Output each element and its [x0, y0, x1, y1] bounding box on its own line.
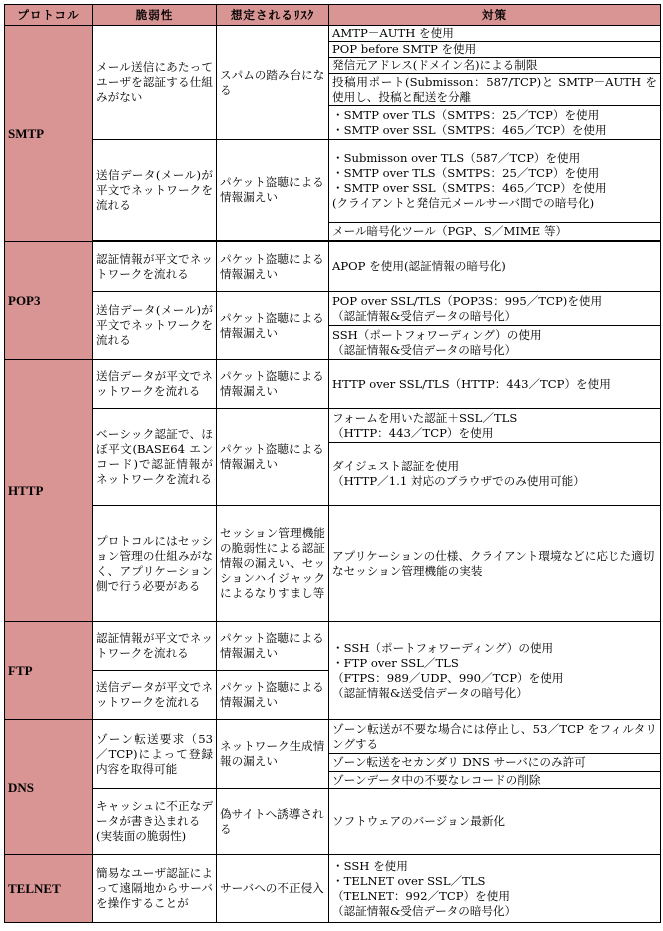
- ftp-vulnerability-1: 認証情報が平文でネットワークを流れる: [93, 622, 217, 671]
- http-risk-2: パケット盗聴による情報漏えい: [217, 409, 329, 506]
- pop3-countermeasure-2: [329, 292, 661, 326]
- pop3-countermeasure-3: [329, 326, 661, 360]
- smtp-c6-line-b: ・SMTP over TLS（SMTPS：25／TCP）を使用: [332, 166, 600, 180]
- pop3-risk-1: パケット盗聴による情報漏えい: [217, 242, 329, 292]
- smtp-c6-line-d: (クライアントと発信元メールサーバ間での暗号化): [332, 196, 595, 210]
- pop3-vulnerability-2: 送信データ(メール)が平文でネットワークを流れる: [93, 292, 217, 360]
- ftp-c-line-1: ・SSH（ポートフォワーディング）の使用: [332, 640, 554, 655]
- header-risk: 想定されるﾘｽｸ: [217, 5, 329, 26]
- telnet-c-line-2: ・TELNET over SSL／TLS: [332, 873, 486, 888]
- smtp-countermeasure-6: [329, 140, 661, 223]
- http-countermeasure-1: HTTP over SSL/TLS（HTTP：443／TCP）を使用: [329, 360, 661, 409]
- http-countermeasure-4: アプリケーションの仕様、クライアント環境などに応じた適切なセッション管理機能の実装: [329, 506, 661, 622]
- header-protocol: プロトコル: [5, 5, 93, 26]
- smtp-vulnerability-1: メール送信にあたってユーザを認証する仕組みがない: [93, 26, 217, 140]
- http-c3-line-b: （HTTP／1.1 対応のブラウザでのみ使用可能）: [332, 474, 585, 488]
- smtp-risk-2: パケット盗聴による情報漏えい: [217, 140, 329, 241]
- protocol-dns: DNS: [5, 720, 93, 855]
- telnet-vulnerability-1: 簡易なユーザ認証によって遠隔地からサーバを操作することが: [93, 855, 217, 923]
- telnet-c-line-4: （認証情報&受信データの暗号化）: [332, 903, 517, 918]
- protocol-ftp: FTP: [5, 622, 93, 720]
- ftp-risk-1: パケット盗聴による情報漏えい: [217, 622, 329, 671]
- http-risk-1: パケット盗聴による情報漏えい: [217, 360, 329, 409]
- pop3-c2-line-b: （認証情報&受信データの暗号化）: [332, 308, 517, 323]
- protocol-telnet: TELNET: [5, 855, 93, 923]
- smtp-risk-1: スパムの踏み台になる: [217, 26, 329, 140]
- smtp-countermeasure-1: AMTP－AUTH を使用: [329, 26, 661, 42]
- smtp-countermeasure-4: 投稿用ポート(Submisson：587/TCP)と SMTP－AUTH を使用し、投稿と配送を分離: [329, 74, 661, 106]
- http-countermeasure-2: [329, 409, 661, 443]
- dns-vulnerability-2: [93, 789, 217, 855]
- header-row: [5, 5, 661, 26]
- smtp-c6-line-c: ・SMTP over SSL（SMTPS：465／TCP）を使用: [332, 181, 607, 195]
- protocol-smtp: SMTP: [5, 26, 93, 242]
- smtp-vulnerability-2: 送信データ(メール)が平文でネットワークを流れる: [93, 140, 217, 241]
- http-countermeasure-3: [329, 443, 661, 506]
- dns-countermeasure-4: ソフトウェアのバージョン最新化: [329, 789, 661, 855]
- telnet-risk-1: サーバへの不正侵入: [217, 855, 329, 923]
- dns-risk-2: 偽サイトへ誘導される: [217, 789, 329, 855]
- header-vulnerability: 脆弱性: [93, 5, 217, 26]
- http-risk-3: セッション管理機能の脆弱性による認証情報の漏えい、セッションハイジャックによるなりすまし等: [217, 506, 329, 622]
- ftp-risk-2: パケット盗聴による情報漏えい: [217, 671, 329, 720]
- pop3-vulnerability-1: 認証情報が平文でネットワークを流れる: [93, 242, 217, 292]
- pop3-c3-line-b: （認証情報&受信データの暗号化）: [332, 342, 517, 357]
- dns-risk-1: ネットワーク生成情報の漏えい: [217, 720, 329, 789]
- smtp-countermeasure-3: 発信元アドレス(ドメイン名)による制限: [329, 58, 661, 74]
- smtp-c5-line-b: ・SMTP over SSL（SMTPS：465／TCP）を使用: [332, 122, 607, 137]
- smtp-c6-line-a: ・Submisson over TLS（587／TCP）を使用: [332, 151, 581, 165]
- pop3-risk-2: パケット盗聴による情報漏えい: [217, 292, 329, 360]
- dns-countermeasure-1: ゾーン転送が不要な場合には停止し、53／TCP をフィルタリングする: [329, 720, 661, 754]
- pop3-c3-line-a: SSH（ポートフォワーディング）の使用: [332, 327, 542, 342]
- ftp-c-line-2: ・FTP over SSL／TLS: [332, 655, 459, 670]
- http-c2-line-b: （HTTP：443／TCP）を使用: [332, 425, 494, 440]
- http-vulnerability-3: プロトコルにはセッション管理の仕組みがなく、アプリケーション側で行う必要がある: [93, 506, 217, 622]
- dns-v2-note: (実装面の脆弱性): [96, 829, 187, 843]
- dns-countermeasure-3: ゾーンデータ中の不要なレコードの削除: [329, 772, 661, 789]
- dns-v2-main: キャッシュに不正なデータが書き込まれる: [96, 799, 213, 828]
- ftp-c-line-3: （FTPS：989／UDP、990／TCP）を使用: [332, 670, 564, 685]
- dns-vulnerability-1: ゾーン転送要求（53／TCP)によって登録内容を取得可能: [93, 720, 217, 789]
- http-c3-line-a: ダイジェスト認証を使用: [332, 459, 460, 473]
- pop3-c2-line-a: POP over SSL/TLS（POP3S：995／TCP)を使用: [332, 293, 603, 308]
- telnet-c-line-3: （TELNET：992／TCP）を使用: [332, 888, 510, 903]
- smtp-countermeasure-5: [329, 106, 661, 140]
- protocol-http: HTTP: [5, 360, 93, 622]
- security-table: [4, 4, 661, 923]
- header-countermeasure: 対策: [329, 5, 661, 26]
- smtp-countermeasure-2: POP before SMTP を使用: [329, 42, 661, 58]
- http-c2-line-a: フォームを用いた認証＋SSL／TLS: [332, 410, 518, 425]
- protocol-pop3: POP3: [5, 242, 93, 360]
- pop3-countermeasure-1: APOP を使用(認証情報の暗号化): [329, 242, 661, 292]
- http-vulnerability-1: 送信データが平文でネットワークを流れる: [93, 360, 217, 409]
- ftp-vulnerability-2: 送信データが平文でネットワークを流れる: [93, 671, 217, 720]
- telnet-c-line-1: ・SSH を使用: [332, 858, 408, 873]
- smtp-c5-line-a: ・SMTP over TLS（SMTPS：25／TCP）を使用: [332, 107, 600, 122]
- ftp-c-line-4: （認証情報&送受信データの暗号化）: [332, 685, 528, 700]
- dns-countermeasure-2: ゾーン転送をセカンダリ DNS サーバにのみ許可: [329, 754, 661, 772]
- smtp-countermeasure-7: メール暗号化ツール（PGP、S／MIME 等）: [329, 223, 661, 241]
- http-vulnerability-2: ベーシック認証で、ほぼ平文(BASE64 エンコード)で認証情報がネットワークを流れる: [93, 409, 217, 506]
- ftp-countermeasure: [329, 622, 661, 720]
- telnet-countermeasure: [329, 855, 661, 923]
